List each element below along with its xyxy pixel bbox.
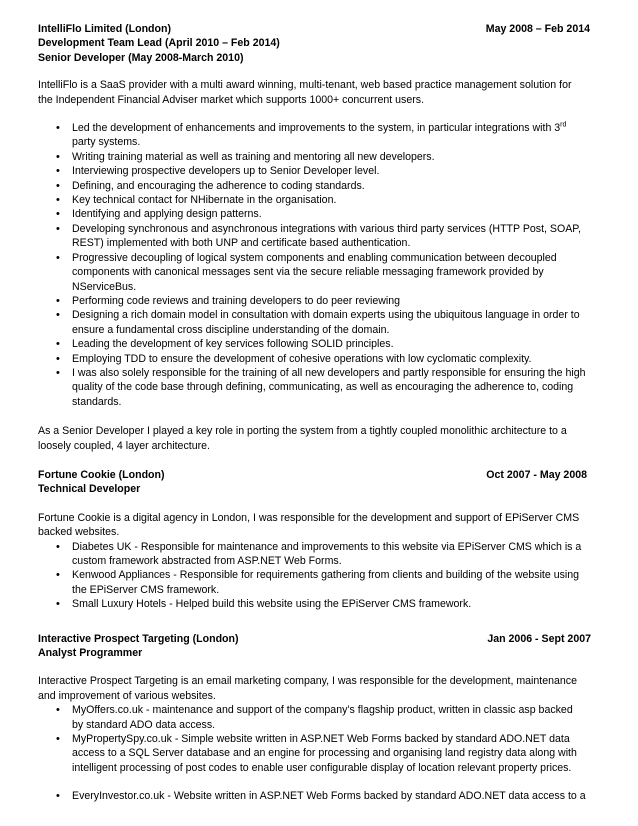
list-item: • Small Luxury Hotels - Helped build this website using the EPiServer CMS framework. [38,597,586,611]
job1-bullet-list [38,121,586,409]
job3-company: Interactive Prospect Targeting (London) [38,632,239,645]
job2-role: Technical Developer [38,483,141,496]
job1-header [38,22,593,36]
job2-intro: Fortune Cookie is a digital agency in London, I was responsible for the development and support of EPiServer CMS backed websites. [38,511,580,539]
list-item: • Designing a rich domain model in consultation with domain experts using the ubiquitous language in order to ensure a fundamental cross discipline understanding of the domain. [38,308,586,337]
job1-company: IntelliFlo Limited (London) [38,23,171,35]
job3-bullet-list [38,703,586,803]
list-item: • Interviewing prospective developers up to Senior Developer level. [38,164,586,178]
job3-role: Analyst Programmer [38,647,143,660]
list-item: • Led the development of enhancements and improvements to the system, in particular integrations with 3rd party systems. [38,121,586,150]
list-item: • Leading the development of key services following SOLID principles. [38,337,586,351]
list-item: • MyOffers.co.uk - maintenance and support of the company’s flagship product, written in classic asp backed by standard ADO data access. [38,703,586,732]
list-item: • Kenwood Appliances - Responsible for requirements gathering from clients and building of the website using the EPiServer CMS framework. [38,568,586,597]
job3-dates: Jan 2006 - Sept 2007 [487,632,591,645]
job2-bullet-list [38,540,586,612]
job1-intro: IntelliFlo is a SaaS provider with a multi award winning, multi-tenant, web based practice management solution for the Independent Financial Adviser market which supports 1000+ concurrent users. [38,79,572,106]
list-item: • Writing training material as well as training and mentoring all new developers. [38,150,586,164]
job2-company: Fortune Cookie (London) [38,468,165,481]
list-item: • Developing synchronous and asynchronous integrations with various third party services (HTTP Post, SOAP, REST) implemented with both UNP and certificate based authentication. [38,222,586,251]
list-item: • I was also solely responsible for the training of all new developers and partly responsible for ensuring the high quality of the code base through defining, communicating, as well as encouraging the adherence to, coding standards. [38,366,586,409]
list-item: • Employing TDD to ensure the development of cohesive operations with low cyclomatic complexity. [38,352,586,366]
resume-page [38,22,593,804]
job1-role1: Development Team Lead (April 2010 – Feb 2014) [38,37,280,50]
job3-header [38,632,593,646]
list-item: • Performing code reviews and training developers to do peer reviewing [38,294,586,308]
list-item: • Progressive decoupling of logical system components and enabling communication between decoupled components with canonical messages sent via the secure reliable messaging framework provided by NServiceBus. [38,251,586,294]
job2-header [38,468,593,482]
list-item: • EveryInvestor.co.uk - Website written in ASP.NET Web Forms backed by standard ADO.NET data access to a [38,789,586,803]
list-item: • Key technical contact for NHibernate in the organisation. [38,193,586,207]
job2-dates: Oct 2007 - May 2008 [486,468,587,481]
job3-intro: Interactive Prospect Targeting is an email marketing company, I was responsible for the development, maintenance and improvement of various websites. [38,675,577,702]
job1-dates: May 2008 – Feb 2014 [485,23,590,35]
job1-outro: As a Senior Developer I played a key role in porting the system from a tightly coupled monolithic architecture to a loosely coupled, 4 layer architecture. [38,425,567,452]
list-item: • Defining, and encouraging the adherence to coding standards. [38,179,586,193]
job1-role2: Senior Developer (May 2008-March 2010) [38,51,244,64]
list-item: • Diabetes UK - Responsible for maintenance and improvements to this website via EPiServer CMS which is a custom framework abstracted from ASP.NET Web Forms. [38,540,586,569]
list-item: • MyPropertySpy.co.uk - Simple website written in ASP.NET Web Forms backed by standard ADO.NET data access to a SQL Server database and an engine for processing and organising land registry data along with intelligent processing of post codes to enable user configurable display of location relevant property prices. [38,732,586,775]
list-item: • Identifying and applying design patterns. [38,207,586,221]
